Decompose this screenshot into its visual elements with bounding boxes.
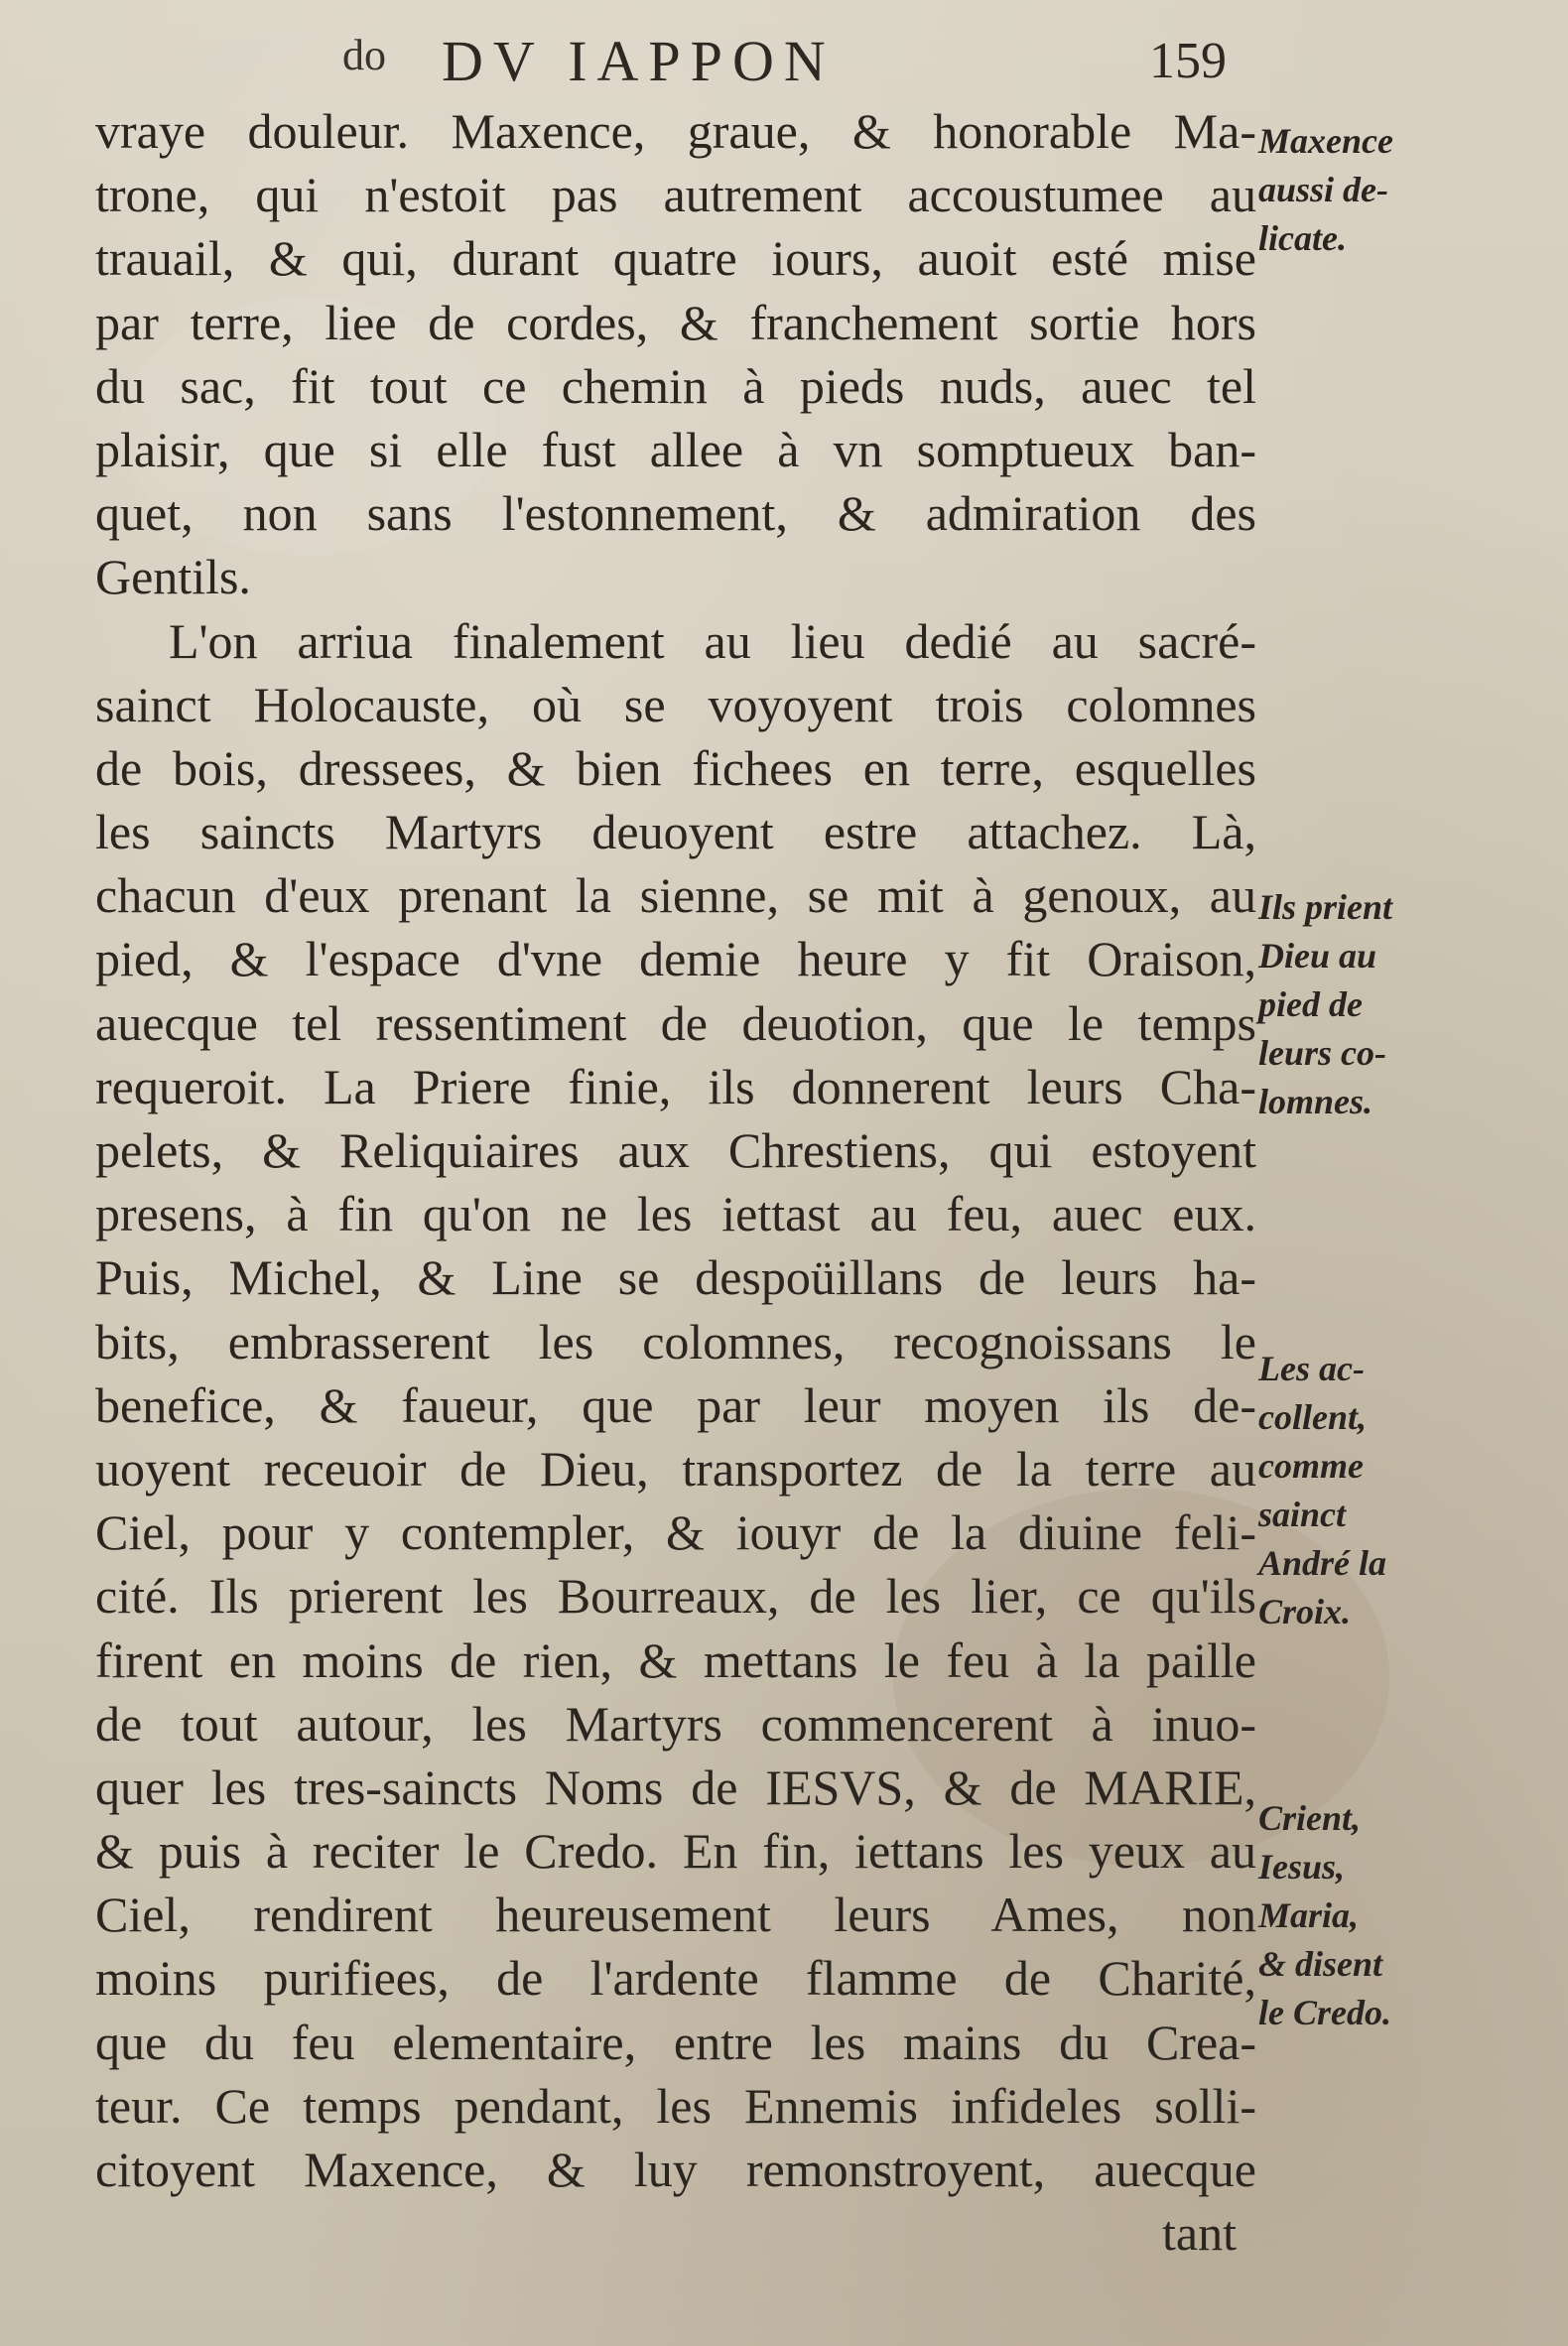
note-line: comme <box>1258 1446 1364 1486</box>
note-line: Ils prient <box>1258 887 1393 927</box>
text-line: de bois, dressees, & bien fichees en terre, esquelles <box>95 739 1256 796</box>
text-line: Ciel, pour y contempler, & iouyr de la diuine feli- <box>95 1504 1256 1561</box>
note-line: Maxence <box>1258 121 1393 161</box>
text-line: trauail, & qui, durant quatre iours, auoit esté mise <box>95 230 1256 287</box>
margin-note <box>1258 1345 1556 1636</box>
text-line: teur. Ce temps pendant, les Ennemis infideles solli- <box>95 2077 1256 2134</box>
text-line: plaisir, que si elle fust allee à vn somptueux ban- <box>95 421 1256 477</box>
note-line: licate. <box>1258 218 1347 258</box>
text-line: benefice, & faueur, que par leur moyen ils de- <box>95 1376 1256 1433</box>
text-line: auecque tel ressentiment de deuotion, que le temps <box>95 994 1256 1051</box>
note-line: Maria, <box>1258 1895 1360 1935</box>
text-line: cité. Ils prierent les Bourreaux, de les lier, ce qu'ils <box>95 1568 1256 1625</box>
note-line: leurs co- <box>1258 1033 1386 1073</box>
text-line: quer les tres-saincts Noms de IESVS, & de MARIE, <box>95 1759 1256 1815</box>
text-line: Puis, Michel, & Line se despoüillans de leurs ha- <box>95 1249 1256 1306</box>
text-line: du sac, fit tout ce chemin à pieds nuds, auec tel <box>95 357 1256 414</box>
text-line: sainct Holocauste, où se voyoyent trois colomnes <box>95 676 1256 732</box>
note-line: & disent <box>1258 1944 1383 1984</box>
margin-note <box>1258 117 1556 263</box>
page-number: 159 <box>1149 33 1227 89</box>
text-line: pied, & l'espace d'vne demie heure y fit Oraison, <box>95 931 1256 987</box>
running-header <box>0 20 1568 109</box>
text-line: chacun d'eux prenant la sienne, se mit à genoux, au <box>95 867 1256 924</box>
text-line: de tout autour, les Martyrs commencerent à inuo- <box>95 1695 1256 1752</box>
note-line: sainct <box>1258 1495 1347 1534</box>
text-line: & puis à reciter le Credo. En fin, iettans les yeux au <box>95 1823 1256 1880</box>
text-line: presens, à fin qu'on ne les iettast au feu, auec eux. <box>95 1186 1256 1242</box>
note-line: Dieu au <box>1258 936 1377 976</box>
note-line: lomnes. <box>1258 1082 1373 1121</box>
text-line: firent en moins de rien, & mettans le feu à la paille <box>95 1631 1256 1688</box>
note-line: Croix. <box>1258 1592 1352 1631</box>
text-line: uoyent receuoir de Dieu, transportez de la terre au <box>95 1440 1256 1497</box>
catchword: tant <box>1162 2205 1237 2262</box>
header-mark: do <box>342 31 386 79</box>
text-line: quet, non sans l'estonnement, & admiration des <box>95 485 1256 542</box>
margin-note <box>1258 1794 1556 2037</box>
text-line: par terre, liee de cordes, & franchement sortie hors <box>95 294 1256 350</box>
text-line: les saincts Martyrs deuoyent estre attachez. Là, <box>95 804 1256 860</box>
body-text <box>95 99 1256 2265</box>
text-line: Gentils. <box>95 549 251 605</box>
text-line: L'on arriua finalement au lieu dedié au sacré- <box>169 612 1256 669</box>
note-line: le Credo. <box>1258 1993 1391 2032</box>
text-line: citoyent Maxence, & luy remonstroyent, auecque <box>95 2142 1256 2197</box>
text-line: pelets, & Reliquiaires aux Chrestiens, qui estoyent <box>95 1122 1256 1178</box>
note-line: André la <box>1258 1543 1387 1583</box>
note-line: Les ac- <box>1258 1349 1365 1388</box>
text-line: vraye douleur. Maxence, graue, & honorable Ma- <box>95 103 1256 159</box>
text-line: requeroit. La Priere finie, ils donnerent leurs Cha- <box>95 1058 1256 1114</box>
text-line: Ciel, rendirent heureusement leurs Ames, non <box>95 1887 1256 1943</box>
note-line: pied de <box>1258 984 1363 1024</box>
running-title: DV IAPPON <box>442 29 836 93</box>
text-line: moins purifiees, de l'ardente flamme de Charité, <box>95 1950 1256 2007</box>
margin-note <box>1258 883 1556 1126</box>
text-line: bits, embrasserent les colomnes, recognoissans le <box>95 1313 1256 1369</box>
note-line: aussi de- <box>1258 170 1389 209</box>
note-line: collent, <box>1258 1397 1367 1437</box>
text-line: que du feu elementaire, entre les mains du Crea- <box>95 2014 1256 2070</box>
note-line: Iesus, <box>1258 1847 1346 1887</box>
text-line: trone, qui n'estoit pas autrement accoustumee au <box>95 167 1256 223</box>
note-line: Crient, <box>1258 1798 1362 1838</box>
